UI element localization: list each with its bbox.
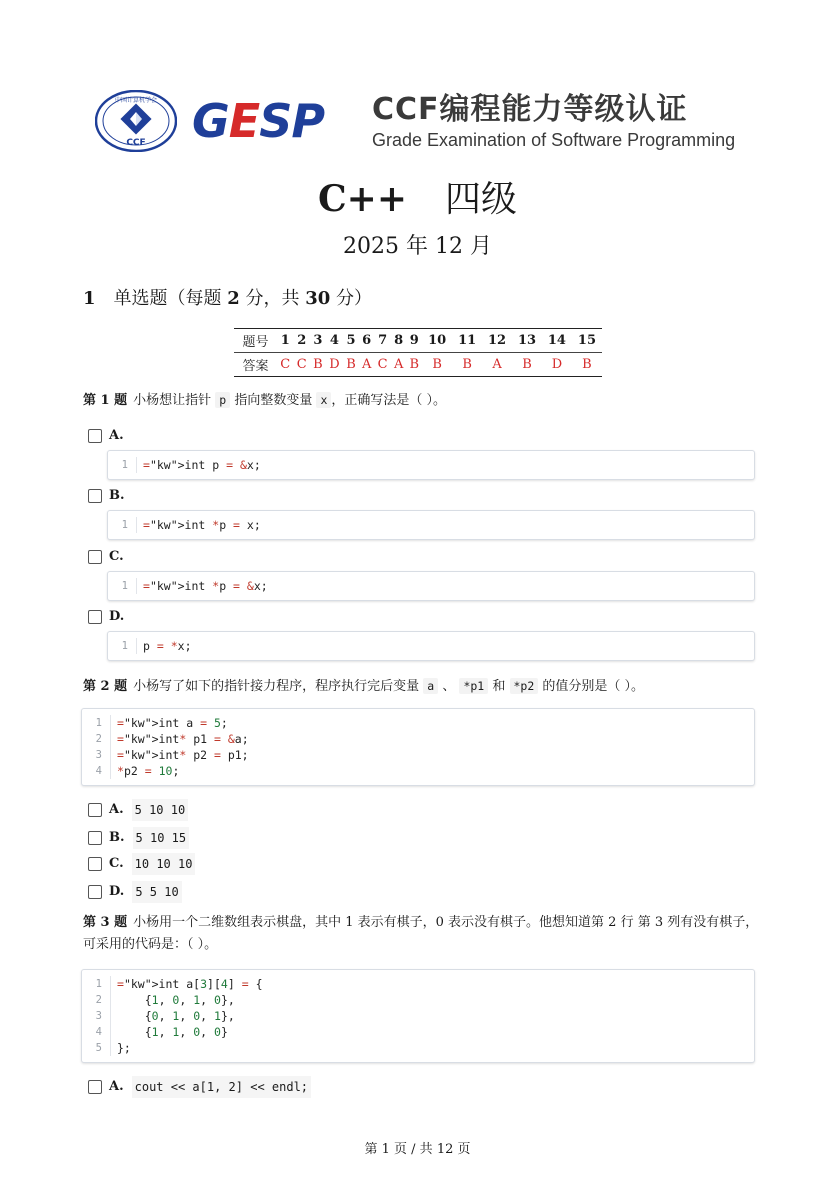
- answer-table-answer: A: [393, 357, 404, 372]
- answer-table-number: 1: [277, 329, 293, 353]
- code-line-text: *p2 = 10;: [117, 764, 180, 778]
- q1-option-d-checkbox[interactable]: [88, 610, 102, 624]
- answer-table-answer: A: [361, 357, 372, 372]
- answer-table-answer: B: [346, 357, 356, 372]
- code-line: [82, 731, 754, 747]
- q2-option-a-label: A.: [109, 802, 124, 817]
- answer-table-number: 7: [374, 329, 390, 353]
- line-number: 4: [82, 763, 111, 779]
- line-number: 1: [108, 578, 137, 594]
- q1-option-a[interactable]: [88, 426, 132, 446]
- q1-option-b-checkbox[interactable]: [88, 489, 102, 503]
- question-3-line2: [83, 934, 217, 956]
- answer-table-number: 6: [359, 329, 375, 353]
- code-line-text: ="kw">int* p2 = p1;: [117, 748, 249, 762]
- answer-table-answer: B: [522, 357, 532, 372]
- q3-option-a-label: A.: [109, 1079, 124, 1094]
- q1-option-c-code: [107, 571, 755, 601]
- answer-table-header-row: [234, 329, 602, 353]
- code-line-text: {0, 1, 0, 1},: [117, 1009, 235, 1023]
- question-1: [83, 389, 446, 412]
- question-2-code-a: a: [423, 678, 438, 694]
- answer-table-answer: B: [432, 357, 442, 372]
- answer-table-number: 15: [572, 329, 602, 353]
- cert-title: CCF编程能力等级认证: [372, 92, 688, 127]
- question-3-label: 第 3 题: [83, 915, 128, 930]
- question-3-text-line2: 可采用的代码是：（ ）。: [83, 937, 218, 952]
- question-1-text-c: ，正确写法是（ ）。: [331, 393, 447, 408]
- q1-option-b-code-text: ="kw">int *p = x;: [143, 518, 261, 532]
- line-number: 1: [108, 457, 137, 473]
- code-line: [82, 1040, 754, 1056]
- answer-table-answer: D: [551, 357, 563, 372]
- answer-table-answer: C: [280, 357, 291, 372]
- answer-table-header-label: 题号: [234, 329, 277, 353]
- code-line: [82, 976, 754, 992]
- q1-option-c[interactable]: [88, 547, 132, 567]
- code-line-text: {1, 1, 0, 0}: [117, 1025, 228, 1039]
- exam-date: 2025 年 12 月: [343, 234, 492, 259]
- line-number: 3: [82, 747, 111, 763]
- code-line: [82, 715, 754, 731]
- q1-option-c-code-text: ="kw">int *p = &x;: [143, 579, 268, 593]
- q2-option-a-checkbox[interactable]: [88, 803, 102, 817]
- answer-table-number: 2: [294, 329, 310, 353]
- section-title-suffix: 分）: [330, 288, 373, 309]
- q2-option-d-value: 5 5 10: [132, 881, 181, 903]
- q3-code-block: [81, 969, 755, 1063]
- q2-option-b-checkbox[interactable]: [88, 831, 102, 845]
- line-number: 1: [108, 517, 137, 533]
- cert-subtitle: Grade Examination of Software Programming: [372, 130, 736, 150]
- q1-option-d-code: [107, 631, 755, 661]
- question-2-text-d: 的值分别是（ ）。: [538, 679, 645, 694]
- code-line: [82, 1024, 754, 1040]
- q2-option-c-label: C.: [109, 856, 124, 871]
- question-1-code-b: x: [316, 392, 331, 408]
- answer-table-number: 4: [326, 329, 343, 353]
- answer-table-number: 5: [343, 329, 359, 353]
- q2-option-b[interactable]: [88, 827, 189, 849]
- answer-table-answer: C: [296, 357, 307, 372]
- q2-option-d-label: D.: [109, 884, 125, 899]
- exam-level: 四级: [444, 179, 517, 220]
- code-line-text: {1, 0, 1, 0},: [117, 993, 235, 1007]
- answer-table-answer: D: [329, 357, 340, 372]
- answer-table-number: 10: [422, 329, 452, 353]
- q2-option-a-value: 5 10 10: [132, 799, 189, 821]
- q2-option-d[interactable]: [88, 881, 182, 903]
- q3-option-a-value: cout << a[1, 2] << endl;: [132, 1076, 311, 1098]
- question-2-text-a: 小杨写了如下的指针接力程序，程序执行完后变量: [133, 679, 424, 694]
- line-number: 1: [82, 976, 111, 992]
- exam-language: C++: [318, 178, 407, 220]
- q1-option-b-code: [107, 510, 755, 540]
- answer-table-number: 3: [310, 329, 326, 353]
- code-line: [82, 747, 754, 763]
- answer-table-answer-label: 答案: [242, 359, 269, 374]
- q1-option-a-code-text: ="kw">int p = &x;: [143, 458, 261, 472]
- section-title-mid: 分，共: [239, 288, 306, 309]
- q2-option-c-checkbox[interactable]: [88, 857, 102, 871]
- answer-table-answer: B: [582, 357, 592, 372]
- question-1-code-a: p: [215, 392, 230, 408]
- section-points-total: 30: [305, 288, 331, 309]
- section-title-prefix: 单选题（每题: [113, 288, 228, 309]
- q2-option-b-label: B.: [109, 830, 125, 845]
- answer-table-answer: B: [313, 357, 323, 372]
- q1-option-a-checkbox[interactable]: [88, 429, 102, 443]
- ccf-logo-abbr: CCF: [126, 138, 146, 148]
- code-line-text: };: [117, 1041, 131, 1055]
- section-heading: [83, 286, 372, 312]
- q2-code-block: [81, 708, 755, 786]
- gesp-logo: GESP: [192, 94, 325, 148]
- answer-table-number: 8: [391, 329, 407, 353]
- line-number: 2: [82, 992, 111, 1008]
- q1-option-c-label: C.: [109, 549, 124, 564]
- line-number: 5: [82, 1040, 111, 1056]
- q3-option-a[interactable]: [88, 1076, 311, 1098]
- code-line: [82, 992, 754, 1008]
- answer-table-number: 11: [452, 329, 482, 353]
- line-number: 3: [82, 1008, 111, 1024]
- question-1-label: 第 1 题: [83, 393, 128, 408]
- ccf-logo-text: 中国计算机学会: [114, 97, 158, 104]
- code-line-text: ="kw">int a = 5;: [117, 716, 228, 730]
- q1-option-c-checkbox[interactable]: [88, 550, 102, 564]
- q1-option-d[interactable]: [88, 607, 132, 627]
- question-2-text-c: 和: [488, 679, 510, 694]
- section-points-each: 2: [227, 288, 240, 309]
- code-line-text: ="kw">int* p1 = &a;: [117, 732, 249, 746]
- line-number: 2: [82, 731, 111, 747]
- page-footer: 第 1 页 / 共 12 页: [364, 1142, 471, 1157]
- question-2-label: 第 2 题: [83, 679, 128, 694]
- question-2-code-b: *p1: [459, 678, 488, 694]
- ccf-logo: [95, 90, 177, 152]
- q2-option-b-value: 5 10 15: [133, 827, 190, 849]
- q2-option-d-checkbox[interactable]: [88, 885, 102, 899]
- question-1-text-b: 指向整数变量: [230, 393, 317, 408]
- q2-option-c[interactable]: [88, 853, 195, 875]
- line-number: 1: [108, 638, 137, 654]
- answer-table-number: 12: [482, 329, 512, 353]
- q2-option-a[interactable]: [88, 799, 188, 821]
- section-number: 1: [83, 288, 96, 309]
- question-2-text-b: 、: [438, 679, 460, 694]
- line-number: 1: [82, 715, 111, 731]
- question-1-text-a: 小杨想让指针: [133, 393, 216, 408]
- code-line: [82, 763, 754, 779]
- q1-option-b-label: B.: [109, 488, 125, 503]
- answer-table: [234, 328, 602, 377]
- q1-option-d-code-text: p = *x;: [143, 639, 192, 653]
- answer-table-answer: A: [492, 357, 502, 372]
- answer-table-answer-row: [234, 353, 602, 377]
- q1-option-b[interactable]: [88, 486, 133, 506]
- answer-table-number: 13: [512, 329, 542, 353]
- q1-option-a-code: [107, 450, 755, 480]
- answer-table-number: 14: [542, 329, 572, 353]
- answer-table-number: 9: [406, 329, 422, 353]
- answer-table-answer: B: [462, 357, 472, 372]
- q2-option-c-value: 10 10 10: [132, 853, 196, 875]
- answer-table-answer: C: [377, 357, 388, 372]
- q3-option-a-checkbox[interactable]: [88, 1080, 102, 1094]
- code-line: [82, 1008, 754, 1024]
- code-line-text: ="kw">int a[3][4] = {: [117, 977, 263, 991]
- line-number: 4: [82, 1024, 111, 1040]
- q1-option-d-label: D.: [109, 609, 125, 624]
- q1-option-a-label: A.: [109, 428, 124, 443]
- question-3: [83, 912, 758, 934]
- answer-table-answer: B: [409, 357, 420, 372]
- question-2: [83, 675, 644, 698]
- exam-title: [0, 176, 835, 223]
- question-3-text-line1: 小杨用一个二维数组表示棋盘，其中 1 表示有棋子，0 表示没有棋子。他想知道第 2 行 第 3 列有没有棋子，: [133, 915, 759, 930]
- question-2-code-c: *p2: [510, 678, 539, 694]
